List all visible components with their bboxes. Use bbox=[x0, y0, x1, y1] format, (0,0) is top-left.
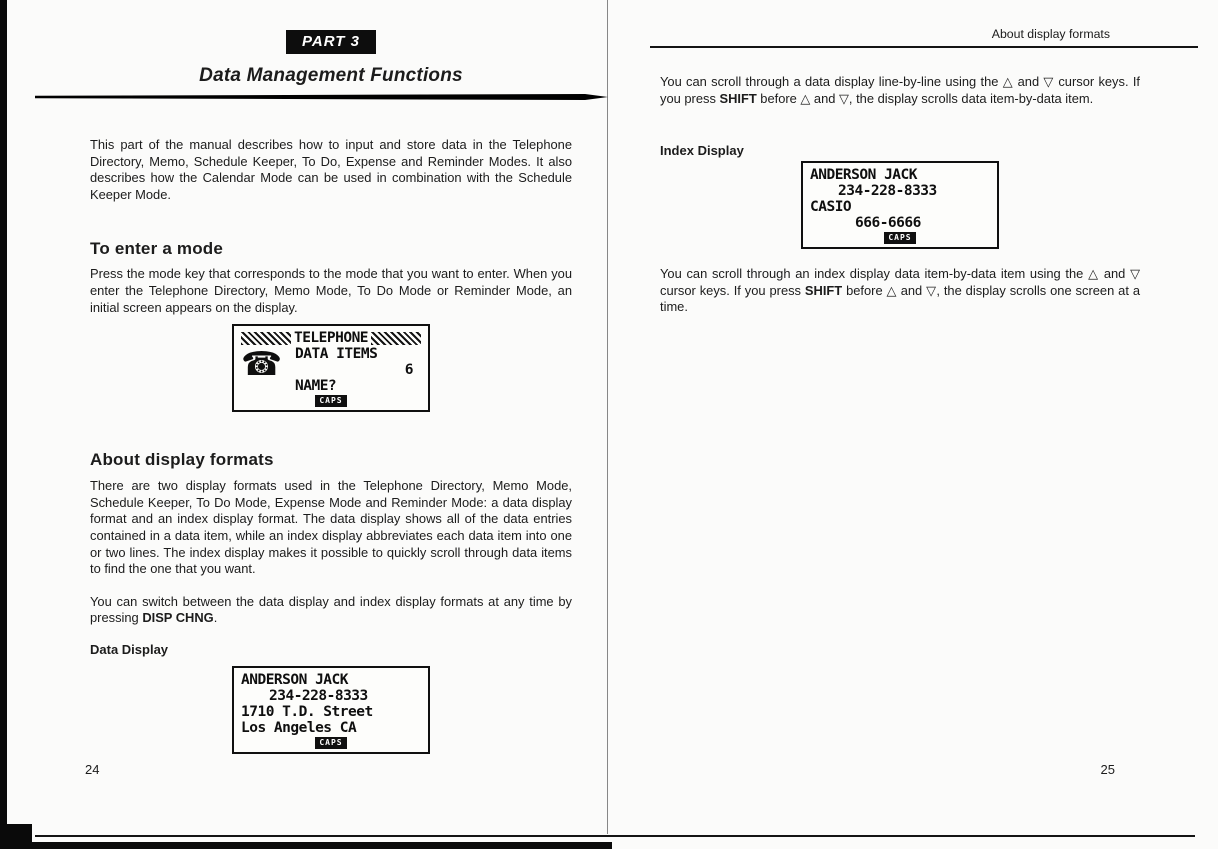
lcd-telephone-lines bbox=[295, 346, 421, 394]
scroll-index-display-paragraph bbox=[660, 266, 1140, 316]
telephone-icon: ☎ bbox=[241, 344, 282, 384]
key-name-disp-chng: DISP CHNG bbox=[142, 610, 214, 626]
left-page bbox=[35, 0, 608, 849]
text-segment: You can scroll through an index display data item-by-data item using the △ and ▽ cursor keys. If you press bbox=[660, 266, 1140, 298]
key-name-shift: SHIFT bbox=[719, 90, 757, 106]
enter-mode-paragraph: Press the mode key that corresponds to the mode that you want to enter. When you enter the Telephone Directory, Memo Mode, To Do Mode or Reminder Mode, an initial screen appears on the display. bbox=[90, 266, 572, 315]
part-header bbox=[90, 30, 572, 87]
lcd-line-street: 1710 T.D. Street bbox=[241, 703, 373, 720]
left-text-column bbox=[90, 137, 572, 754]
lcd-line-phone: 234-228-8333 bbox=[269, 687, 368, 704]
text-segment: There are two display formats used in the Telephone Directory, Memo Mode, Schedule Keeper, To Do Mode, Expense Mode and Reminder Mode: a data display format and an index display format. The data display shows all of the data entries contained in a data item, while an index display abbreviates each data item into one or two lines. The index display makes it possible to quickly scroll through data items to find the one that you want. bbox=[90, 478, 572, 577]
lcd-line-name: ANDERSON JACK bbox=[810, 167, 917, 184]
right-text-column bbox=[660, 74, 1140, 316]
text-segment: You can switch between the data display and index display formats at any time by pressing bbox=[90, 593, 572, 626]
lcd-data-items-label: DATA ITEMS bbox=[295, 346, 378, 363]
display-formats-paragraph-2 bbox=[90, 594, 572, 627]
page-number-24: 24 bbox=[85, 762, 100, 777]
scroll-data-display-paragraph bbox=[660, 74, 1140, 107]
caps-indicator: CAPS bbox=[315, 395, 346, 407]
text-segment: before △ and ▽, the display scrolls one screen at a time. bbox=[660, 282, 1140, 315]
lcd-caps-row bbox=[810, 232, 990, 244]
caps-indicator: CAPS bbox=[884, 232, 915, 244]
text-segment: . bbox=[213, 610, 218, 626]
lcd-telephone-title: TELEPHONE bbox=[293, 330, 369, 347]
right-page bbox=[615, 0, 1210, 849]
running-header: About display formats bbox=[991, 27, 1110, 41]
intro-paragraph: This part of the manual describes how to input and store data in the Telephone Directory, Memo, Schedule Keeper, To Do, Expense and Reminder Modes. It also describes how the Calendar Mode can be used in combination with the Schedule Keeper Mode. bbox=[90, 137, 572, 202]
lcd-line-phone-2: 666-6666 bbox=[855, 215, 921, 232]
part-badge: PART 3 bbox=[286, 30, 376, 54]
lcd-name-prompt: NAME? bbox=[295, 378, 337, 395]
title-underline bbox=[35, 94, 608, 100]
label-data-display: Data Display bbox=[90, 641, 169, 657]
text-segment: You can scroll through a data display line-by-line using the △ and ▽ cursor keys. If you press bbox=[660, 74, 1140, 106]
header-rule bbox=[650, 46, 1198, 48]
lcd-line-phone-1: 234-228-8333 bbox=[838, 183, 937, 200]
scan-edge-left bbox=[0, 0, 7, 849]
lcd-line-name-2: CASIO bbox=[810, 199, 852, 216]
lcd-caps-row bbox=[241, 395, 421, 407]
lcd-screen-data-display bbox=[232, 666, 430, 754]
caps-indicator: CAPS bbox=[315, 737, 346, 749]
lcd-telephone-body bbox=[241, 346, 421, 394]
heading-to-enter-a-mode: To enter a mode bbox=[90, 239, 224, 259]
display-formats-paragraph-1 bbox=[90, 478, 572, 578]
text-segment: before △ and ▽, the display scrolls data item-by-data item. bbox=[756, 90, 1094, 106]
lcd-line-city: Los Angeles CA bbox=[241, 719, 357, 736]
heading-about-display-formats: About display formats bbox=[90, 450, 274, 470]
label-index-display: Index Display bbox=[660, 143, 744, 159]
hatch-pattern-left bbox=[241, 332, 291, 345]
key-name-shift: SHIFT bbox=[804, 282, 843, 298]
page-title: Data Management Functions bbox=[199, 65, 463, 86]
page-number-25: 25 bbox=[1100, 762, 1115, 777]
lcd-screen-telephone bbox=[232, 324, 430, 412]
lcd-caps-row bbox=[241, 737, 421, 749]
hatch-pattern-right bbox=[371, 332, 421, 345]
lcd-screen-index-display bbox=[801, 161, 999, 249]
lcd-line-name: ANDERSON JACK bbox=[241, 671, 348, 688]
lcd-item-count: 6 bbox=[404, 362, 413, 379]
